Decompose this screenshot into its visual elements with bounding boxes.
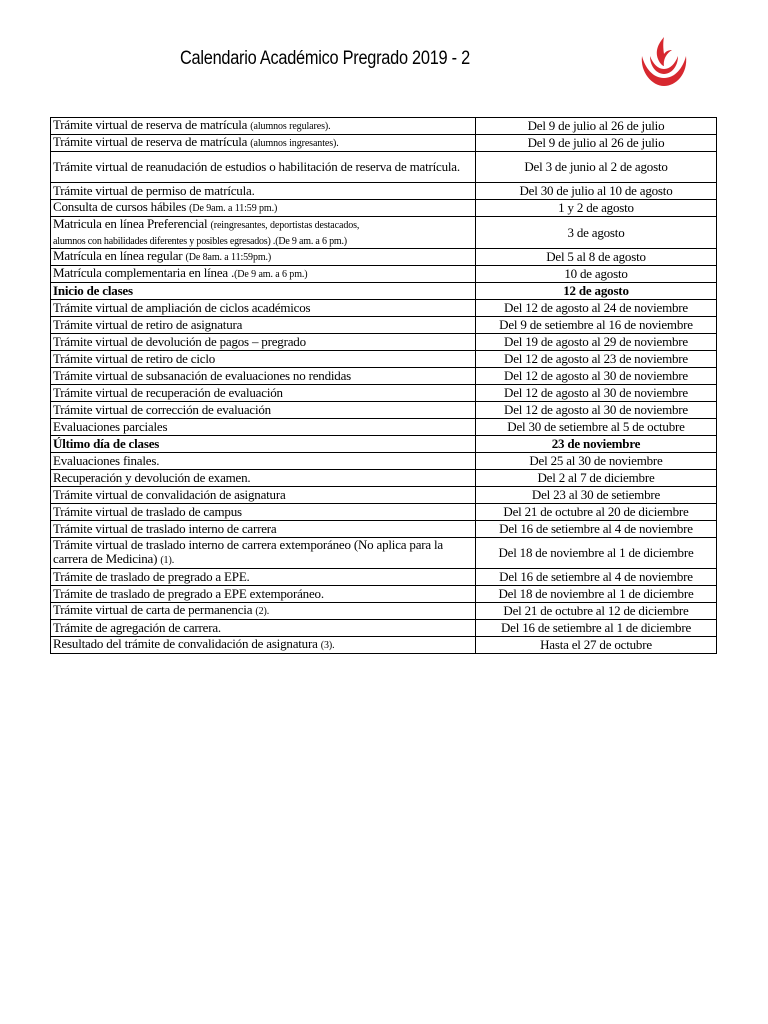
- date-cell: Del 23 al 30 de setiembre: [476, 487, 717, 504]
- table-row: [51, 586, 717, 603]
- activity-cell: Trámite virtual de traslado interno de carrera extemporáneo (No aplica para la carrera de Medicina) (1).: [51, 538, 476, 569]
- table-row: [51, 436, 717, 453]
- table-row: [51, 521, 717, 538]
- date-cell: 23 de noviembre: [476, 436, 717, 453]
- table-row: [51, 283, 717, 300]
- upc-logo-icon: [636, 34, 692, 90]
- table-row: [51, 603, 717, 620]
- date-cell: 1 y 2 de agosto: [476, 200, 717, 217]
- date-cell: Del 16 de setiembre al 4 de noviembre: [476, 569, 717, 586]
- activity-cell: Trámite virtual de ampliación de ciclos académicos: [51, 300, 476, 317]
- date-cell: Del 12 de agosto al 24 de noviembre: [476, 300, 717, 317]
- date-cell: Del 25 al 30 de noviembre: [476, 453, 717, 470]
- table-row: [51, 135, 717, 152]
- activity-cell: Evaluaciones parciales: [51, 419, 476, 436]
- activity-cell: Inicio de clases: [51, 283, 476, 300]
- academic-calendar-table: [50, 117, 717, 654]
- table-row: [51, 183, 717, 200]
- date-cell: Del 21 de octubre al 12 de diciembre: [476, 603, 717, 620]
- table-row: [51, 385, 717, 402]
- activity-cell: Trámite de agregación de carrera.: [51, 620, 476, 637]
- activity-cell: Trámite virtual de carta de permanencia (2).: [51, 603, 476, 620]
- activity-cell: Trámite virtual de retiro de ciclo: [51, 351, 476, 368]
- activity-cell: Trámite virtual de corrección de evaluación: [51, 402, 476, 419]
- activity-cell: Trámite de traslado de pregrado a EPE.: [51, 569, 476, 586]
- date-cell: Del 18 de noviembre al 1 de diciembre: [476, 538, 717, 569]
- activity-cell: Matricula en línea Preferencial (reingresantes, deportistas destacados, alumnos con habilidades diferentes y posibles egresados) .(De 9 am. a 6 pm.): [51, 217, 476, 249]
- date-cell: Del 16 de setiembre al 4 de noviembre: [476, 521, 717, 538]
- date-cell: Del 2 al 7 de diciembre: [476, 470, 717, 487]
- activity-cell: Trámite de traslado de pregrado a EPE extemporáneo.: [51, 586, 476, 603]
- date-cell: Del 19 de agosto al 29 de noviembre: [476, 334, 717, 351]
- table-row: [51, 351, 717, 368]
- table-row: [51, 538, 717, 569]
- activity-cell: Trámite virtual de subsanación de evaluaciones no rendidas: [51, 368, 476, 385]
- date-cell: Del 12 de agosto al 30 de noviembre: [476, 385, 717, 402]
- date-cell: Del 18 de noviembre al 1 de diciembre: [476, 586, 717, 603]
- activity-cell: Resultado del trámite de convalidación de asignatura (3).: [51, 637, 476, 654]
- table-row: [51, 249, 717, 266]
- table-row: [51, 317, 717, 334]
- activity-cell: Trámite virtual de retiro de asignatura: [51, 317, 476, 334]
- page-title: Calendario Académico Pregrado 2019 - 2: [180, 48, 470, 69]
- date-cell: Del 21 de octubre al 20 de diciembre: [476, 504, 717, 521]
- date-cell: Del 5 al 8 de agosto: [476, 249, 717, 266]
- table-row: [51, 620, 717, 637]
- table-row: [51, 402, 717, 419]
- activity-cell: Recuperación y devolución de examen.: [51, 470, 476, 487]
- date-cell: Del 9 de julio al 26 de julio: [476, 118, 717, 135]
- table-row: [51, 504, 717, 521]
- date-cell: 3 de agosto: [476, 217, 717, 249]
- date-cell: Del 3 de junio al 2 de agosto: [476, 152, 717, 183]
- table-row: [51, 200, 717, 217]
- activity-cell: Matrícula en línea regular (De 8am. a 11:59pm.): [51, 249, 476, 266]
- activity-cell: Trámite virtual de recuperación de evaluación: [51, 385, 476, 402]
- table-row: [51, 453, 717, 470]
- table-row: [51, 569, 717, 586]
- activity-cell: Trámite virtual de devolución de pagos – pregrado: [51, 334, 476, 351]
- table-row: [51, 266, 717, 283]
- date-cell: Del 16 de setiembre al 1 de diciembre: [476, 620, 717, 637]
- table-row: [51, 470, 717, 487]
- table-row: [51, 637, 717, 654]
- date-cell: 12 de agosto: [476, 283, 717, 300]
- date-cell: Del 12 de agosto al 23 de noviembre: [476, 351, 717, 368]
- table-row: [51, 118, 717, 135]
- activity-cell: Trámite virtual de reanudación de estudios o habilitación de reserva de matrícula.: [51, 152, 476, 183]
- table-row: [51, 419, 717, 436]
- activity-cell: Matrícula complementaria en línea .(De 9 am. a 6 pm.): [51, 266, 476, 283]
- activity-cell: Consulta de cursos hábiles (De 9am. a 11:59 pm.): [51, 200, 476, 217]
- activity-cell: Trámite virtual de reserva de matrícula (alumnos regulares).: [51, 118, 476, 135]
- date-cell: Del 9 de setiembre al 16 de noviembre: [476, 317, 717, 334]
- date-cell: Del 12 de agosto al 30 de noviembre: [476, 368, 717, 385]
- activity-cell: Trámite virtual de convalidación de asignatura: [51, 487, 476, 504]
- date-cell: 10 de agosto: [476, 266, 717, 283]
- activity-cell: Trámite virtual de permiso de matrícula.: [51, 183, 476, 200]
- table-row: [51, 334, 717, 351]
- date-cell: Del 9 de julio al 26 de julio: [476, 135, 717, 152]
- activity-cell: Evaluaciones finales.: [51, 453, 476, 470]
- table-row: [51, 487, 717, 504]
- date-cell: Del 30 de setiembre al 5 de octubre: [476, 419, 717, 436]
- activity-cell: Trámite virtual de reserva de matrícula (alumnos ingresantes).: [51, 135, 476, 152]
- activity-cell: Trámite virtual de traslado interno de carrera: [51, 521, 476, 538]
- date-cell: Hasta el 27 de octubre: [476, 637, 717, 654]
- table-row: [51, 152, 717, 183]
- table-row: [51, 300, 717, 317]
- table-row: [51, 368, 717, 385]
- date-cell: Del 12 de agosto al 30 de noviembre: [476, 402, 717, 419]
- activity-cell: Trámite virtual de traslado de campus: [51, 504, 476, 521]
- date-cell: Del 30 de julio al 10 de agosto: [476, 183, 717, 200]
- table-row: [51, 217, 717, 249]
- activity-cell: Último día de clases: [51, 436, 476, 453]
